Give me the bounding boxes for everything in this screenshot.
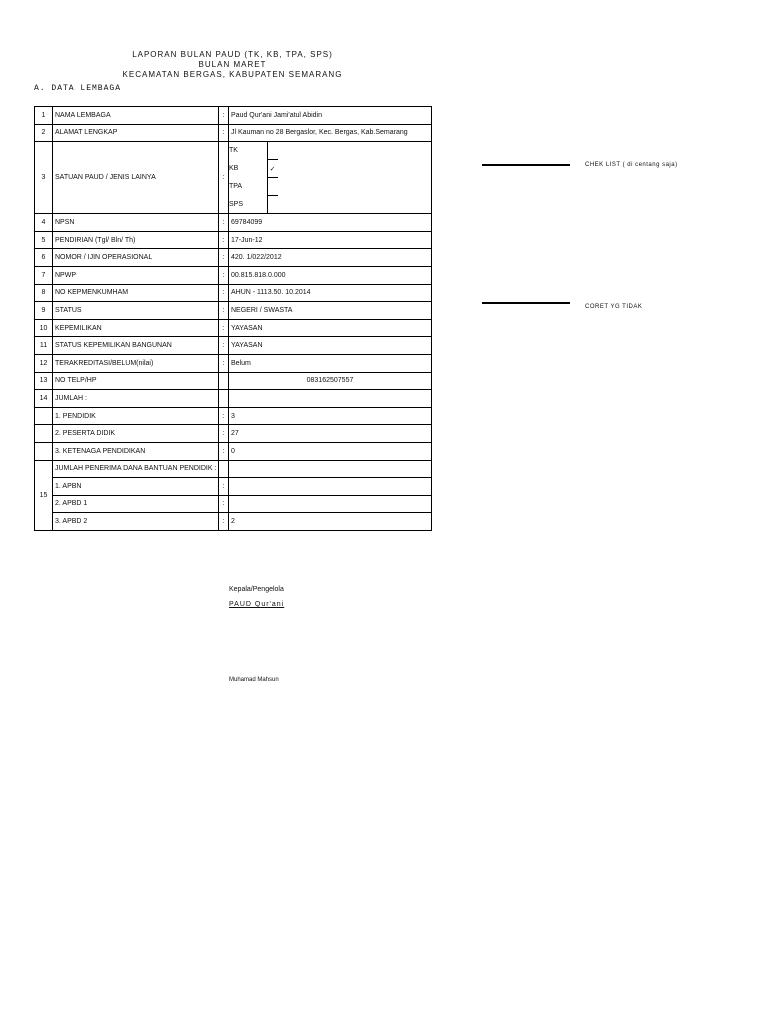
row-label: STATUS	[53, 302, 219, 320]
permit-number-value: 420. 1/022/2012	[229, 249, 432, 267]
checkbox-kb[interactable]: ✓	[267, 160, 278, 178]
phone-value: 083162507557	[229, 372, 432, 390]
row-label: PENDIRIAN (Tgl/ Bln/ Th)	[53, 231, 219, 249]
table-row	[35, 284, 432, 302]
apbd2-value: 2	[229, 513, 432, 531]
strike-pointer-line	[482, 302, 570, 304]
table-row	[35, 302, 432, 320]
row-label: NPSN	[53, 214, 219, 232]
row-label: NOMOR / IJIN OPERASIONAL	[53, 249, 219, 267]
row-label: NAMA LEMBAGA	[53, 107, 219, 125]
colon: :	[219, 249, 229, 267]
option-label-tpa: TPA	[229, 183, 243, 191]
table-row	[35, 337, 432, 355]
row-number: 7	[35, 266, 53, 284]
table-row	[35, 319, 432, 337]
colon: :	[219, 407, 229, 425]
table-row	[35, 460, 432, 478]
row-number: 13	[35, 372, 53, 390]
status-value: NEGERI / SWASTA	[229, 302, 432, 320]
row-number: 9	[35, 302, 53, 320]
staff-count-value: 0	[229, 442, 432, 460]
row-label: 1. PENDIDIK	[53, 407, 219, 425]
checklist-note: CHEK LIST ( di centang saja)	[585, 162, 678, 168]
row-label: ALAMAT LENGKAP	[53, 124, 219, 142]
educator-count-value: 3	[229, 407, 432, 425]
colon: :	[219, 124, 229, 142]
table-row	[35, 513, 432, 531]
table-row	[35, 425, 432, 443]
table-row	[35, 478, 432, 496]
report-month: BULAN MARET	[198, 60, 267, 69]
report-title: LAPORAN BULAN PAUD (TK, KB, TPA, SPS)	[132, 50, 333, 59]
row-label: SATUAN PAUD / JENIS LAINYA	[53, 142, 219, 214]
report-district: KECAMATAN BERGAS, KABUPATEN SEMARANG	[122, 70, 343, 79]
table-row	[35, 214, 432, 232]
student-count-value: 27	[229, 425, 432, 443]
colon: :	[219, 442, 229, 460]
institution-name-value: Paud Qur'ani Jami'atul Abidin	[229, 107, 432, 125]
table-row	[35, 354, 432, 372]
table-row	[35, 142, 432, 214]
checkbox-sps[interactable]	[267, 196, 278, 214]
row-label: 2. PESERTA DIDIK	[53, 425, 219, 443]
npwp-value: 00.815.818.0.000	[229, 266, 432, 284]
table-row	[35, 407, 432, 425]
option-label-tk: TK	[229, 147, 238, 155]
kepmenkumham-value: AHUN - 1113.50. 10.2014	[229, 284, 432, 302]
colon: :	[219, 425, 229, 443]
table-row	[35, 266, 432, 284]
ownership-value: YAYASAN	[229, 319, 432, 337]
row-label: TERAKREDITASI/BELUM(nilai)	[53, 354, 219, 372]
colon: :	[219, 495, 229, 513]
row-label: JUMLAH PENERIMA DANA BANTUAN PENDIDIK :	[53, 460, 219, 478]
row-number: 8	[35, 284, 53, 302]
row-number: 3	[35, 142, 53, 214]
row-label: 2. APBD 1	[53, 495, 219, 513]
signature-role: Kepala/Pengelola	[229, 586, 284, 593]
checkbox-tpa[interactable]	[267, 178, 278, 196]
row-number: 10	[35, 319, 53, 337]
row-label: JUMLAH :	[53, 390, 219, 408]
unit-type-options	[229, 142, 432, 214]
row-number: 12	[35, 354, 53, 372]
row-label: KEPEMILIKAN	[53, 319, 219, 337]
colon: :	[219, 231, 229, 249]
colon: :	[219, 284, 229, 302]
colon: :	[219, 302, 229, 320]
option-label-kb: KB	[229, 165, 239, 173]
row-label: NPWP	[53, 266, 219, 284]
signature-name: Muhamad Mahsun	[229, 677, 279, 683]
row-number: 15	[35, 460, 53, 530]
colon: :	[219, 107, 229, 125]
institution-data-table	[34, 106, 432, 531]
table-row	[35, 107, 432, 125]
row-label: NO KEPMENKUMHAM	[53, 284, 219, 302]
colon: :	[219, 478, 229, 496]
row-number: 5	[35, 231, 53, 249]
building-ownership-value: YAYASAN	[229, 337, 432, 355]
row-number: 2	[35, 124, 53, 142]
accreditation-value: Belum	[229, 354, 432, 372]
checkbox-tk[interactable]	[267, 142, 278, 160]
row-number: 1	[35, 107, 53, 125]
founding-date-value: 17-Jun-12	[229, 231, 432, 249]
apbn-value	[229, 478, 432, 496]
table-row	[35, 390, 432, 408]
section-title: A. DATA LEMBAGA	[34, 84, 122, 93]
colon: :	[219, 214, 229, 232]
row-label: 3. KETENAGA PENDIDIKAN	[53, 442, 219, 460]
table-row	[35, 442, 432, 460]
row-number: 14	[35, 390, 53, 408]
checklist-pointer-line	[482, 164, 570, 166]
colon: :	[219, 513, 229, 531]
table-row	[35, 372, 432, 390]
option-label-sps: SPS	[229, 200, 244, 208]
row-label: NO TELP/HP	[53, 372, 219, 390]
row-number: 11	[35, 337, 53, 355]
row-number: 6	[35, 249, 53, 267]
apbd1-value	[229, 495, 432, 513]
npsn-value: 69784099	[229, 214, 432, 232]
table-row	[35, 249, 432, 267]
colon: :	[219, 319, 229, 337]
table-row	[35, 124, 432, 142]
colon: :	[219, 354, 229, 372]
signature-institution: PAUD Qur'ani	[229, 601, 285, 608]
row-number: 4	[35, 214, 53, 232]
table-row	[35, 495, 432, 513]
row-label: STATUS KEPEMILIKAN BANGUNAN	[53, 337, 219, 355]
colon: :	[219, 266, 229, 284]
row-label: 1. APBN	[53, 478, 219, 496]
table-row	[35, 231, 432, 249]
colon: :	[219, 337, 229, 355]
strike-note: CORET YG TIDAK	[585, 304, 643, 310]
row-label: 3. APBD 2	[53, 513, 219, 531]
colon: :	[219, 142, 229, 214]
address-value: Jl Kauman no 28 Bergaslor, Kec. Bergas, Kab.Semarang	[229, 124, 432, 142]
